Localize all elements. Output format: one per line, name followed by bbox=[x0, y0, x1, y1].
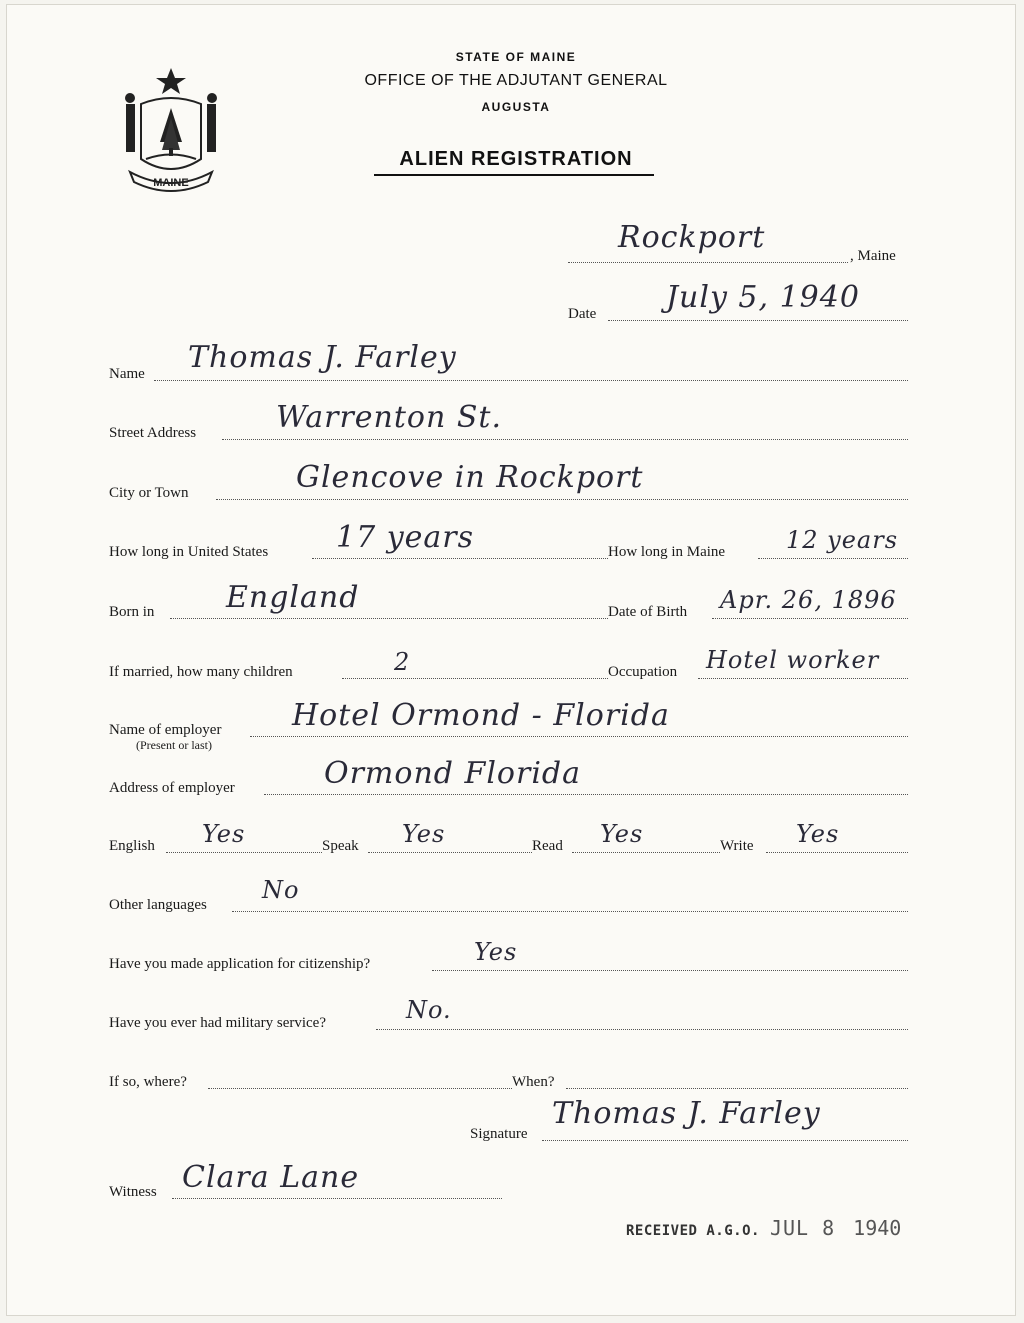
street-line bbox=[222, 439, 908, 440]
write-value: Yes bbox=[796, 820, 840, 848]
received-stamp bbox=[626, 1216, 901, 1240]
stamp-date: JUL 8 bbox=[769, 1216, 836, 1240]
military-label: Have you ever had military service? bbox=[109, 1015, 326, 1031]
military-line bbox=[376, 1029, 908, 1030]
other-languages-label: Other languages bbox=[109, 897, 207, 913]
witness-value: Clara Lane bbox=[182, 1160, 360, 1195]
where-line bbox=[208, 1088, 512, 1089]
other-languages-value: No bbox=[262, 876, 300, 904]
street-label: Street Address bbox=[109, 425, 197, 441]
date-line bbox=[608, 320, 908, 321]
write-label: Write bbox=[720, 838, 754, 854]
name-value: Thomas J. Farley bbox=[188, 340, 457, 375]
employer-value: Hotel Ormond - Florida bbox=[292, 698, 670, 733]
citizenship-line bbox=[432, 970, 908, 971]
english-line bbox=[166, 852, 322, 853]
other-languages-line bbox=[232, 911, 908, 912]
street-value: Warrenton St. bbox=[276, 400, 502, 435]
us-label: How long in United States bbox=[109, 544, 269, 560]
maine-label: , Maine bbox=[850, 248, 896, 264]
born-label: Born in bbox=[109, 604, 155, 620]
maine-years-line bbox=[758, 558, 908, 559]
read-label: Read bbox=[532, 838, 563, 854]
employer-line bbox=[250, 736, 908, 737]
occupation-value: Hotel worker bbox=[706, 646, 880, 674]
city-line bbox=[216, 499, 908, 500]
when-label: When? bbox=[512, 1074, 555, 1090]
occupation-label: Occupation bbox=[608, 664, 678, 680]
witness-label: Witness bbox=[109, 1184, 157, 1200]
signature-line bbox=[542, 1140, 908, 1141]
english-value: Yes bbox=[202, 820, 246, 848]
title-underline bbox=[374, 174, 654, 176]
children-line bbox=[342, 678, 608, 679]
employer-label: Name of employer bbox=[109, 722, 222, 738]
children-value: 2 bbox=[394, 648, 411, 676]
dob-value: Apr. 26, 1896 bbox=[720, 586, 897, 614]
state-heading: STATE OF MAINE bbox=[455, 50, 577, 64]
office-heading: OFFICE OF THE ADJUTANT GENERAL bbox=[364, 72, 668, 89]
town-line bbox=[568, 262, 848, 263]
date-label: Date bbox=[568, 306, 597, 322]
dob-line bbox=[712, 618, 908, 619]
born-value: England bbox=[226, 580, 360, 615]
employer-address-line bbox=[264, 794, 908, 795]
city-heading: AUGUSTA bbox=[481, 100, 551, 114]
date-value: July 5, 1940 bbox=[666, 280, 860, 315]
speak-value: Yes bbox=[402, 820, 446, 848]
maine-years-value: 12 years bbox=[786, 526, 899, 554]
children-label: If married, how many children bbox=[109, 664, 293, 680]
dob-label: Date of Birth bbox=[608, 604, 688, 620]
speak-line bbox=[368, 852, 532, 853]
registration-form bbox=[6, 4, 1016, 1316]
stamp-year: 1940 bbox=[853, 1216, 902, 1240]
maine-state-seal-icon bbox=[116, 64, 226, 194]
us-value: 17 years bbox=[336, 520, 475, 555]
witness-line bbox=[172, 1198, 502, 1199]
name-line bbox=[154, 380, 908, 381]
maine-years-label: How long in Maine bbox=[608, 544, 726, 560]
employer-address-label: Address of employer bbox=[109, 780, 235, 796]
employer-address-value: Ormond Florida bbox=[324, 756, 582, 791]
town-value: Rockport bbox=[618, 220, 766, 255]
military-value: No. bbox=[406, 996, 452, 1024]
signature-label: Signature bbox=[470, 1126, 528, 1142]
occupation-line bbox=[698, 678, 908, 679]
city-label: City or Town bbox=[109, 485, 189, 501]
citizenship-value: Yes bbox=[474, 938, 518, 966]
signature-value: Thomas J. Farley bbox=[552, 1096, 821, 1131]
write-line bbox=[766, 852, 908, 853]
read-value: Yes bbox=[600, 820, 644, 848]
when-line bbox=[566, 1088, 908, 1089]
city-value: Glencove in Rockport bbox=[296, 460, 644, 495]
form-title: ALIEN REGISTRATION bbox=[399, 148, 633, 170]
born-line bbox=[170, 618, 608, 619]
english-label: English bbox=[109, 838, 155, 854]
citizenship-label: Have you made application for citizenship? bbox=[109, 956, 371, 972]
name-label: Name bbox=[109, 366, 145, 382]
read-line bbox=[572, 852, 720, 853]
employer-note: (Present or last) bbox=[136, 738, 212, 752]
speak-label: Speak bbox=[322, 838, 359, 854]
svg-text:MAINE: MAINE bbox=[153, 177, 189, 189]
us-line bbox=[312, 558, 608, 559]
stamp-received: RECEIVED A.G.O. bbox=[626, 1223, 760, 1239]
where-label: If so, where? bbox=[109, 1074, 187, 1090]
